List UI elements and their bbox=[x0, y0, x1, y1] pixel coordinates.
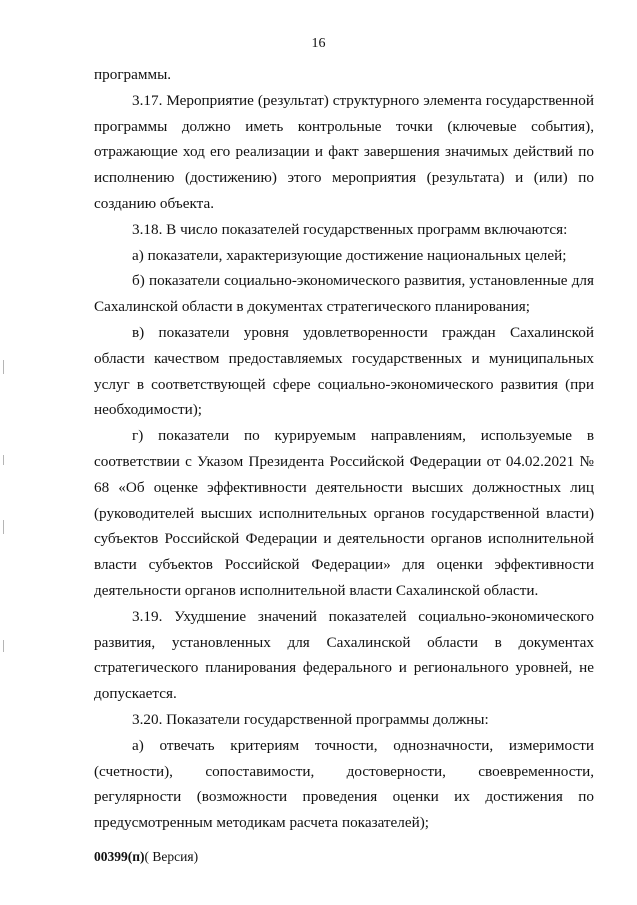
paragraph-3-17: 3.17. Мероприятие (результат) структурного элемента государственной программы должно иметь контрольные точки (ключевые события), отражающие ход его реализации и факт завершения значимых действий по исполнению (достижению) этого мероприятия (результата) и (или) по созданию объекта. bbox=[94, 91, 594, 212]
scan-artifact bbox=[3, 455, 4, 465]
document-version: ( Версия) bbox=[144, 849, 199, 864]
scan-artifact bbox=[3, 360, 4, 374]
document-body bbox=[94, 62, 594, 836]
paragraph-continuation: программы. bbox=[94, 66, 172, 83]
document-footer bbox=[94, 849, 198, 865]
scan-artifact bbox=[3, 520, 4, 534]
list-item-g: г) показатели по курируемым направлениям, используемые в соответствии с Указом Президента Российской Федерации от 04.02.2021 № 68 «Об оценке эффективности деятельности высших должностных лиц (руководителей высших исполнительных органов государственной власти) субъектов Российской Федерации и деятельности органов исполнительной власти субъектов Российской Федерации» для оценки эффективности деятельности органов исполнительной власти Сахалинской области. bbox=[94, 427, 594, 599]
document-code: 00399(п) bbox=[94, 849, 145, 864]
list-item-a-criteria: а) отвечать критериям точности, однозначности, измеримости (счетности), сопоставимости, достоверности, своевременности, регулярности (возможности проведения оценки их достижения по предусмотренным методикам расчета показателей); bbox=[94, 736, 594, 832]
scan-artifact bbox=[3, 640, 4, 652]
paragraph-3-18: 3.18. В число показателей государственных программ включаются: bbox=[132, 220, 568, 238]
list-item-b: б) показатели социально-экономического развития, установленные для Сахалинской области в документах стратегического планирования; bbox=[94, 272, 594, 316]
list-item-a: а) показатели, характеризующие достижение национальных целей; bbox=[132, 246, 567, 264]
list-item-v: в) показатели уровня удовлетворенности граждан Сахалинской области качеством предоставляемых государственных и муниципальных услуг в соответствующей сфере социально-экономического развития (при необходимости); bbox=[94, 323, 594, 419]
paragraph-3-19: 3.19. Ухудшение значений показателей социально-экономического развития, установленных для Сахалинской области в документах стратегического планирования федерального и регионального уровней, не допускается. bbox=[94, 607, 594, 703]
page-number: 16 bbox=[311, 36, 326, 51]
paragraph-3-20: 3.20. Показатели государственной программы должны: bbox=[132, 710, 489, 728]
